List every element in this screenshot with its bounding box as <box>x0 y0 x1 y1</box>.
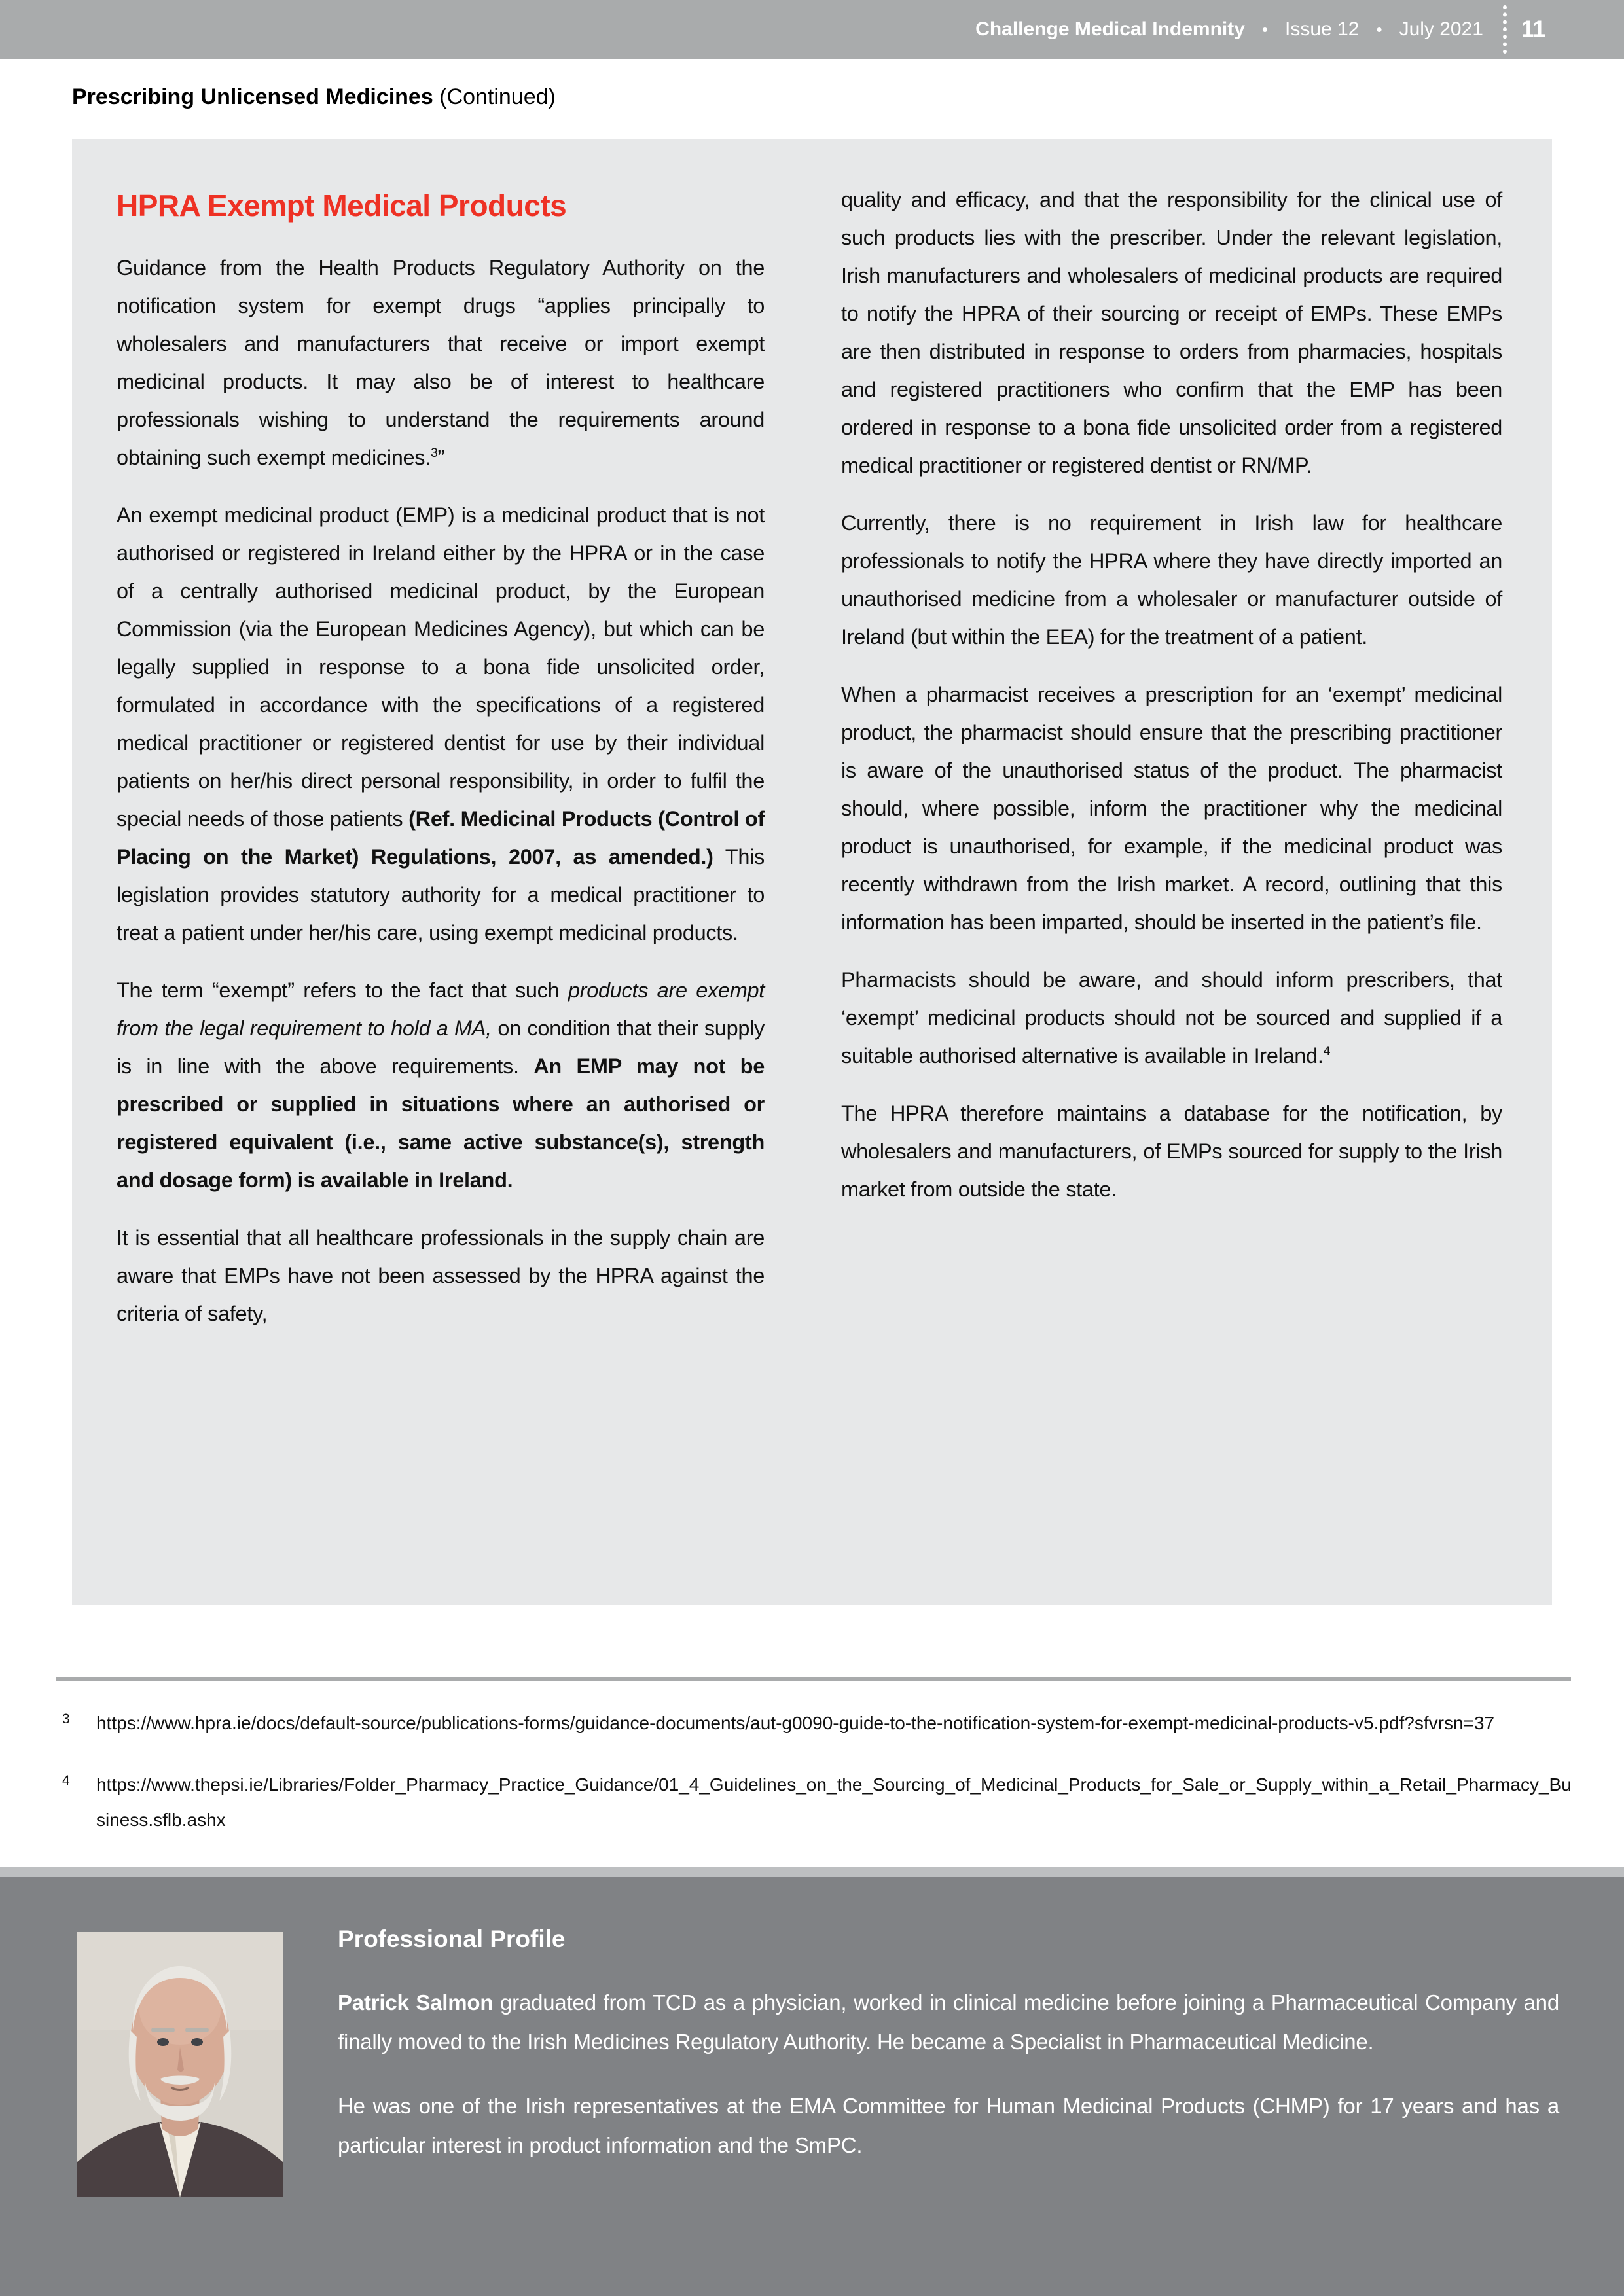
issue-label: Issue 12 <box>1285 18 1360 40</box>
header-banner <box>0 0 1624 59</box>
article-paragraph: quality and efficacy, and that the responsibility for the clinical use of such products lies with the prescriber. Under the relevant legislation, Irish manufacturers and wholesalers of medicinal products are required to notify the HPRA of their sourcing or receipt of EMPs. These EMPs are then distributed in response to orders from pharmacies, hospitals and registered practitioners who confirm that the EMP has been ordered in response to a bona fide unsolicited order from a registered medical practitioner or registered dentist or RN/MP. <box>841 188 1502 477</box>
article-paragraph: Guidance from the Health Products Regulatory Authority on the notification system for exempt drugs “applies principally to wholesalers and manufacturers that receive or import exempt medicinal products. It may also be of interest to healthcare professionals wishing to understand the requirements around obtaining such exempt medicines.$^3$” <box>117 256 765 469</box>
footnote <box>62 1767 1576 1838</box>
article-column-right <box>841 181 1502 1605</box>
footnote-url: https://www.thepsi.ie/Libraries/Folder_Pharmacy_Practice_Guidance/01_4_Guidelines_on_the_Sourcing_of_Medicinal_Products_for_Sale_or_Supply_within_a_Retail_Pharmacy_Business.sflb.ashx <box>96 1774 1572 1830</box>
profile-text <box>338 1926 1559 2190</box>
section-heading <box>72 82 556 111</box>
footnote-number: 4 <box>62 1773 70 1788</box>
publication-name: Challenge Medical Indemnity <box>975 18 1245 40</box>
portrait-illustration <box>77 1932 283 2197</box>
article-box <box>72 139 1552 1605</box>
bullet-separator-icon: • <box>1376 20 1382 39</box>
profile-paragraph: Patrick Salmon graduated from TCD as a physician, worked in clinical medicine before joining a Pharmaceutical Company and finally moved to the Irish Medicines Regulatory Authority. He became a Specialist in Pharmaceutical Medicine. <box>338 1990 1559 2054</box>
article-paragraph: When a pharmacist receives a prescription for an ‘exempt’ medicinal product, the pharmacist should ensure that the prescribing practitioner is aware of the unauthorised status of the product. The pharmacist should, where possible, inform the practitioner why the medicinal product is unauthorised, for example, if the medicinal product was recently withdrawn from the Irish market. A record, outlining that this information has been imparted, should be inserted in the patient’s file. <box>841 683 1502 934</box>
footnotes <box>62 1706 1576 1864</box>
profile-paragraph: He was one of the Irish representatives at the EMA Committee for Human Medicinal Products (CHMP) for 17 years and has a particular interest in product information and the SmPC. <box>338 2094 1559 2157</box>
footnote-url: https://www.hpra.ie/docs/default-source/publications-forms/guidance-documents/aut-g0090-guide-to-the-notification-system-for-exempt-medicinal-products-v5.pdf?sfvrsn=37 <box>96 1713 1495 1733</box>
article-paragraph: It is essential that all healthcare professionals in the supply chain are aware that EMPs have not been assessed by the HPRA against the criteria of safety, <box>117 1226 765 1325</box>
article-paragraph: An exempt medicinal product (EMP) is a medicinal product that is not authorised or registered in Ireland either by the HPRA or in the case of a centrally authorised medicinal product, by the European Commission (via the European Medicines Agency), but which can be legally supplied in response to a bona fide unsolicited order, formulated in accordance with the specifications of a registered medical practitioner or registered dentist for use by their individual patients on her/his direct personal responsibility, in order to fulfil the special needs of those patients (Ref. Medicinal Products (Control of Placing on the Market) Regulations, 2007, as amended.) This legislation provides statutory authority for a medical practitioner to treat a patient under her/his care, using exempt medicinal products. <box>117 503 765 944</box>
profile-photo <box>77 1932 283 2197</box>
section-heading-title: Prescribing Unlicensed Medicines <box>72 84 433 109</box>
article-paragraph: The HPRA therefore maintains a database for the notification, by wholesalers and manufacturers, of EMPs sourced for supply to the Irish market from outside the state. <box>841 1102 1502 1201</box>
bullet-separator-icon: • <box>1261 20 1269 39</box>
section-heading-suffix: (Continued) <box>439 84 556 109</box>
article-paragraph: Currently, there is no requirement in Irish law for healthcare professionals to notify the HPRA where they have directly imported an unauthorised medicine from a wholesaler or manufacturer outside of Ireland (but within the EEA) for the treatment of a patient. <box>841 511 1502 649</box>
profile-heading: Professional Profile <box>338 1926 566 1952</box>
page-number: 11 <box>1521 16 1545 42</box>
date-label: July 2021 <box>1399 18 1483 40</box>
profile-section <box>0 1877 1624 2296</box>
footer-accent-strip <box>0 1867 1624 1877</box>
article-paragraph: Pharmacists should be aware, and should inform prescribers, that ‘exempt’ medicinal products should not be sourced and supplied if a suitable authorised alternative is available in Ireland.$^4$ <box>841 968 1502 1067</box>
footnote <box>62 1706 1576 1741</box>
dotted-separator <box>1503 5 1507 54</box>
footnote-number: 3 <box>62 1712 70 1727</box>
footnote-divider <box>56 1677 1571 1681</box>
article-column-left <box>117 181 765 1605</box>
article-title: HPRA Exempt Medical Products <box>117 188 567 223</box>
article-paragraph: The term “exempt” refers to the fact that such products are exempt from the legal requirement to hold a MA, on condition that their supply is in line with the above requirements. An EMP may not be prescribed or supplied in situations where an authorised or registered equivalent (i.e., same active substance(s), strength and dosage form) is available in Ireland. <box>117 978 765 1192</box>
banner-title <box>975 18 1483 41</box>
